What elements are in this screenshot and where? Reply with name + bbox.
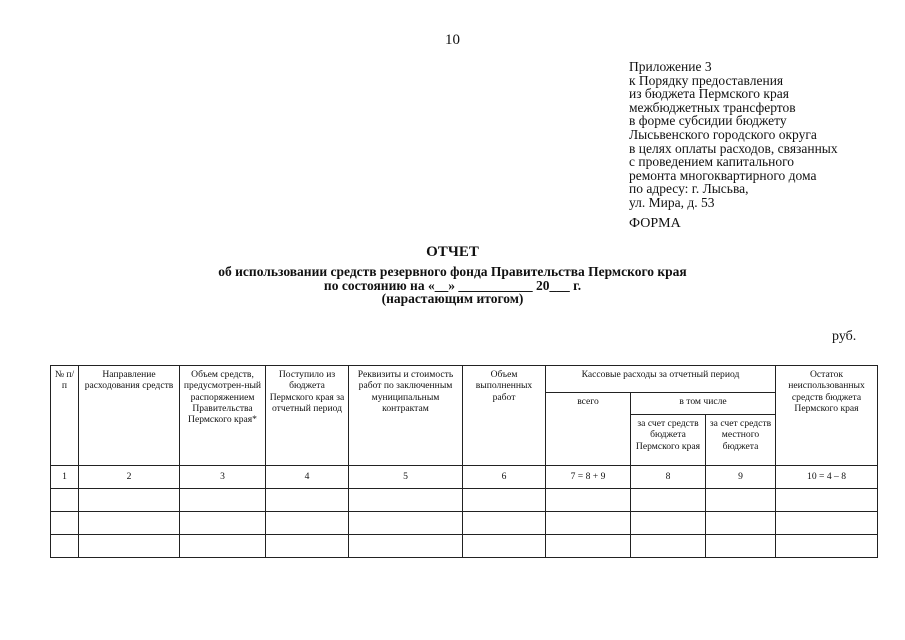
table-cell [546, 489, 631, 512]
header-cash: Кассовые расходы за отчетный период [546, 366, 776, 393]
table-row [51, 489, 878, 512]
appendix-line: ул. Мира, д. 53 [629, 194, 715, 210]
table-cell [546, 535, 631, 558]
table-cell [776, 512, 878, 535]
table-cell [266, 489, 349, 512]
table-cell [776, 489, 878, 512]
table-cell [266, 535, 349, 558]
table-row [51, 512, 878, 535]
appendix-line: Приложение 3 [629, 59, 712, 74]
table-cell [546, 512, 631, 535]
report-title: ОТЧЕТ [426, 244, 479, 260]
appendix-line: с проведением капитального [629, 154, 795, 170]
currency-unit: руб. [832, 329, 857, 344]
table-cell [51, 535, 79, 558]
table-cell [79, 489, 180, 512]
header-remainder: Остаток неиспользованных средств бюджета Пермского края [776, 366, 878, 466]
table-cell [706, 535, 776, 558]
table-cell [776, 535, 878, 558]
table-cell [349, 512, 463, 535]
appendix-line: к Порядку предоставления [629, 72, 784, 88]
page-number: 10 [445, 32, 460, 48]
column-number: 9 [706, 466, 776, 489]
column-number: 1 [51, 466, 79, 489]
table-cell [266, 512, 349, 535]
header-details: Реквизиты и стоимость работ по заключенным муниципальным контрактам [349, 366, 463, 466]
subtitle-line: (нарастающим итогом) [381, 291, 524, 306]
table-cell [79, 512, 180, 535]
table-cell [463, 512, 546, 535]
appendix-line: по адресу: г. Лысьва, [629, 181, 749, 197]
header-direction: Направление расходования средств [79, 366, 180, 466]
header-works: Объем выполненных работ [463, 366, 546, 466]
subtitle-line: по состоянию на «__» ___________ 20___ г. [323, 277, 582, 293]
table-cell [706, 489, 776, 512]
appendix-line: в целях оплаты расходов, связанных [629, 140, 838, 156]
header-received: Поступило из бюджета Пермского края за отчетный период [266, 366, 349, 466]
table-row [51, 535, 878, 558]
table-cell [463, 489, 546, 512]
header-total: всего [546, 393, 631, 466]
column-number: 2 [79, 466, 180, 489]
report-table [50, 365, 878, 558]
column-number: 5 [349, 466, 463, 489]
header-num: № п/п [51, 366, 79, 466]
appendix-line: Лысьвенского городского округа [629, 126, 817, 142]
appendix-line: из бюджета Пермского края [629, 86, 789, 102]
column-number: 8 [631, 466, 706, 489]
table-cell [463, 535, 546, 558]
form-label: ФОРМА [629, 216, 681, 231]
appendix-block [629, 60, 899, 210]
table-cell [51, 489, 79, 512]
table-cell [349, 489, 463, 512]
header-local: за счет средств местного бюджета [706, 415, 776, 466]
table-cell [180, 535, 266, 558]
table-cell [631, 535, 706, 558]
table-cell [706, 512, 776, 535]
header-regional: за счет средств бюджета Пермского края [631, 415, 706, 466]
appendix-line: межбюджетных трансфертов [629, 99, 796, 115]
table-cell [79, 535, 180, 558]
column-number: 3 [180, 466, 266, 489]
table-cell [349, 535, 463, 558]
table-cell [51, 512, 79, 535]
table-cell [631, 512, 706, 535]
header-including: в том числе [631, 393, 776, 415]
table-cell [180, 512, 266, 535]
appendix-line: в форме субсидии бюджету [629, 113, 787, 129]
subtitle-line: об использовании средств резервного фонда Правительства Пермского края [218, 264, 687, 279]
column-number: 4 [266, 466, 349, 489]
column-number-row [51, 466, 878, 489]
column-number: 7 = 8 + 9 [546, 466, 631, 489]
column-number: 6 [463, 466, 546, 489]
column-number: 10 = 4 – 8 [776, 466, 878, 489]
table-cell [180, 489, 266, 512]
report-subtitle [0, 265, 905, 306]
table-cell [631, 489, 706, 512]
header-volume: Объем средств, предусмотрен-ный распоряжением Правительства Пермского края* [180, 366, 266, 466]
appendix-line: ремонта многоквартирного дома [629, 167, 817, 183]
